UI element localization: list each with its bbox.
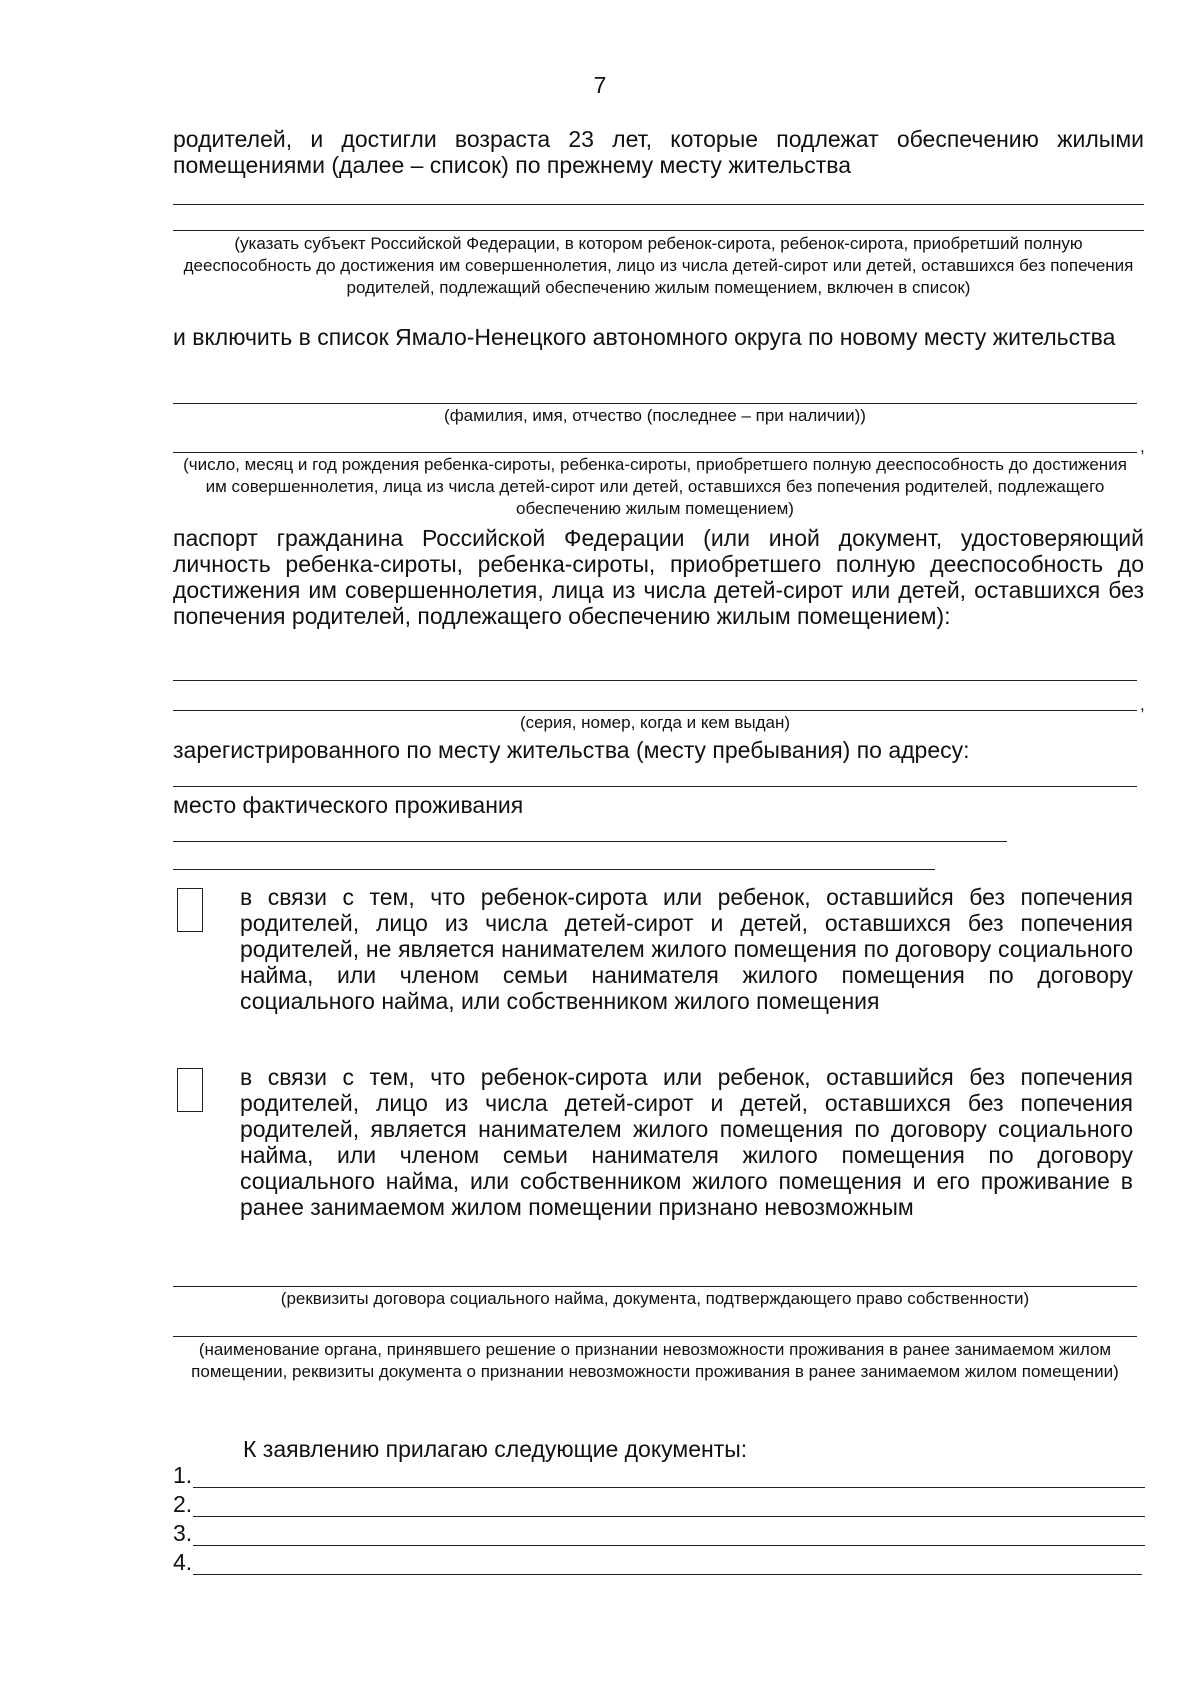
- authority-caption: (наименование органа, принявшего решение о признании невозможности проживания в ранее занимаемом жилом помещении, реквизиты документа о признании невозможности проживания в ранее занимаемом жилом помещении): [191, 1340, 1119, 1381]
- passport-field-2[interactable]: [173, 710, 1137, 711]
- attachment-field-2[interactable]: [193, 1516, 1145, 1517]
- comma: ,: [1140, 695, 1145, 714]
- attachment-field-3[interactable]: [193, 1545, 1145, 1546]
- birth-caption: (число, месяц и год рождения ребенка-сироты, ребенка-сироты, приобретшего полную дееспособность до достижения им совершеннолетия, лица из числа детей-сирот или детей, оставшихся без попечения родителей, подлежащего обеспечению жилым помещением): [183, 455, 1127, 518]
- option-2-checkbox[interactable]: [177, 1068, 203, 1112]
- contract-field[interactable]: [173, 1286, 1137, 1287]
- option-1-text: в связи с тем, что ребенок-сирота или ребенок, оставшийся без попечения родителей, лицо из числа детей-сирот и детей, оставшихся без попечения родителей, не является нанимателем жилого помещения по договору социального найма, или членом семьи нанимателя жилого помещения по договору социального найма, или собственником жилого помещения: [240, 884, 1133, 1014]
- attachment-field-1[interactable]: [193, 1487, 1145, 1488]
- attachment-label-3: 3.: [173, 1520, 193, 1546]
- passport-caption: (серия, номер, когда и кем выдан): [519, 713, 791, 732]
- fio-field[interactable]: [173, 403, 1137, 404]
- actual-residence-text: место фактического проживания: [173, 792, 524, 818]
- comma: ,: [1140, 437, 1145, 456]
- previous-residence-field[interactable]: [173, 204, 1144, 205]
- birth-date-field[interactable]: [173, 452, 1137, 453]
- option-2-text: в связи с тем, что ребенок-сирота или ребенок, оставшийся без попечения родителей, лицо из числа детей-сирот и детей, оставшихся без попечения родителей, является нанимателем жилого помещения по договору социального найма, или членом семьи нанимателя жилого помещения по договору социального найма, или собственником жилого помещения и его проживание в ранее занимаемом жилом помещении признано невозможным: [240, 1064, 1133, 1220]
- attachment-field-4[interactable]: [193, 1574, 1142, 1575]
- subject-caption: (указать субъект Российской Федерации, в котором ребенок-сирота, ребенок-сирота, приобретший полную дееспособность до достижения им совершеннолетия, лицо из числа детей-сирот или детей, оставшихся без попечения родителей, подлежащий обеспечению жилым помещением, включен в список): [183, 234, 1134, 297]
- include-paragraph: и включить в список Ямало-Ненецкого автономного округа по новому месту жительства: [173, 324, 1116, 350]
- attachment-label-4: 4.: [173, 1549, 193, 1575]
- subject-field[interactable]: [173, 230, 1144, 231]
- registered-text: зарегистрированного по месту жительства (месту пребывания) по адресу:: [173, 737, 970, 763]
- registered-address-field[interactable]: [173, 786, 1137, 787]
- fio-caption: (фамилия, имя, отчество (последнее – при наличии)): [444, 406, 866, 425]
- intro-paragraph: родителей, и достигли возраста 23 лет, которые подлежат обеспечению жилыми помещениями (далее – список) по прежнему месту жительства: [173, 126, 1144, 178]
- authority-field[interactable]: [173, 1336, 1137, 1337]
- attachments-title: К заявлению прилагаю следующие документы:: [243, 1436, 748, 1462]
- actual-address-field-2[interactable]: [173, 869, 935, 870]
- actual-address-field-1[interactable]: [173, 841, 1007, 842]
- page-number: 7: [593, 72, 607, 98]
- attachment-label-2: 2.: [173, 1491, 193, 1517]
- option-1-checkbox[interactable]: [177, 888, 203, 932]
- passport-field-1[interactable]: [173, 680, 1137, 681]
- passport-paragraph: паспорт гражданина Российской Федерации (или иной документ, удостоверяющий личность ребенка-сироты, ребенка-сироты, приобретшего полную дееспособность до достижения им совершеннолетия, лица из числа детей-сирот или детей, оставшихся без попечения родителей, подлежащего обеспечению жилым помещением):: [173, 525, 1144, 629]
- contract-caption: (реквизиты договора социального найма, документа, подтверждающего право собственности): [280, 1289, 1030, 1308]
- attachment-label-1: 1.: [173, 1462, 193, 1488]
